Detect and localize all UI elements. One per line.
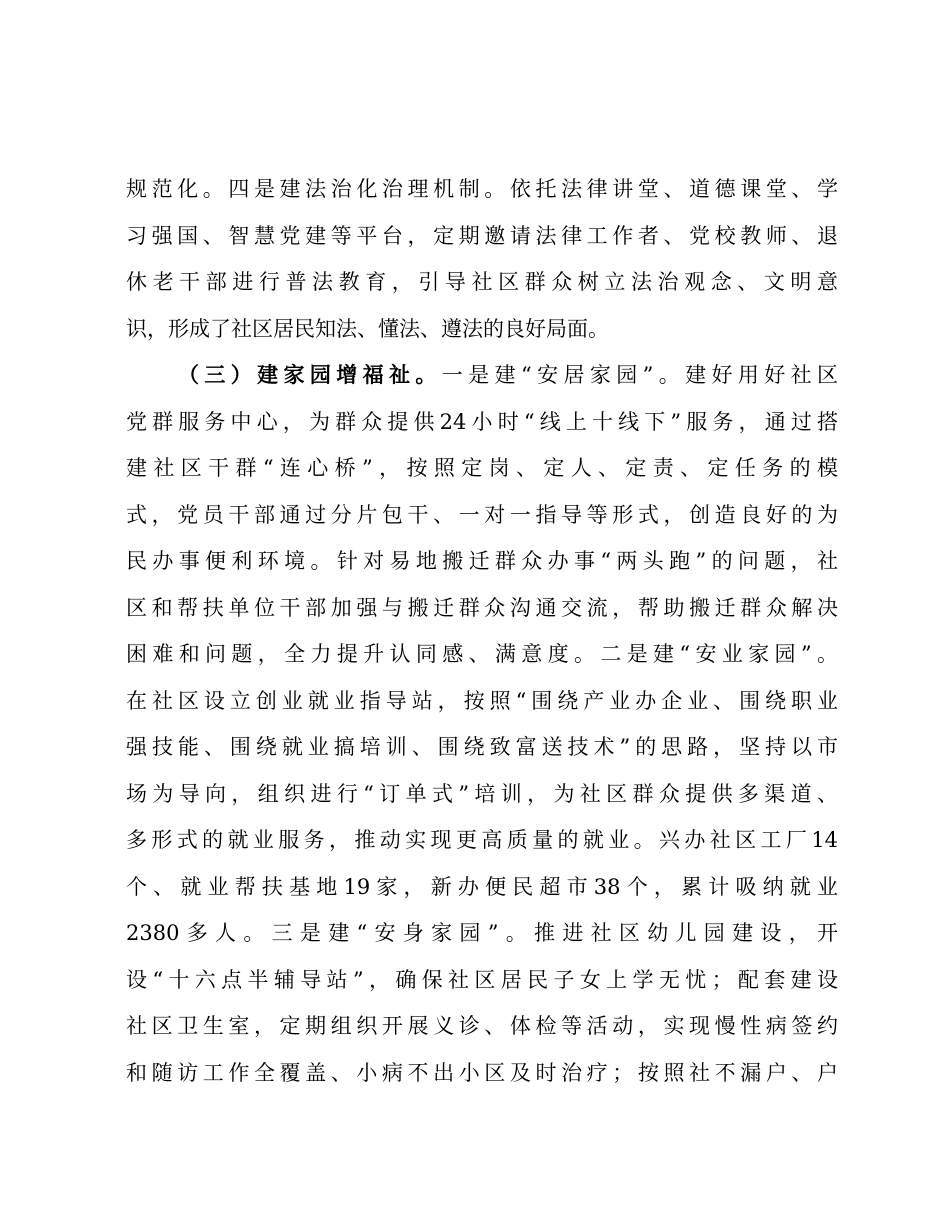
text-line: 建社区干群“连心桥”，按照定岗、定人、定责、定任务的模 <box>126 456 838 480</box>
text-line: 式，党员干部通过分片包干、一对一指导等形式，创造良好的为 <box>126 502 838 527</box>
text-line: 休老干部进行普法教育，引导社区群众树立法治观念、文明意 <box>126 270 838 294</box>
text-line: 和随访工作全覆盖、小病不出小区及时治疗；按照社不漏户、户 <box>126 1060 838 1085</box>
text-line: 强技能、围绕就业搞培训、围绕致富送技术”的思路，坚持以市 <box>126 735 838 759</box>
text-line: 民办事便利环境。针对易地搬迁群众办事“两头跑”的问题，社 <box>126 549 838 573</box>
text-line: 多形式的就业服务，推动实现更高质量的就业。兴办社区工厂14 <box>126 828 838 852</box>
text-line: 习强国、智慧党建等平台，定期邀请法律工作者、党校教师、退 <box>126 223 838 248</box>
text-line: 识，形成了社区居民知法、懂法、遵法的良好局面。 <box>126 316 609 341</box>
section-heading-line: （三）建家园增福祉。一是建“安居家园”。建好用好社区 <box>178 362 838 387</box>
text-line: 党群服务中心，为群众提供24小时“线上十线下”服务，通过搭 <box>126 409 838 434</box>
text-line: 社区卫生室，定期组织开展义诊、体检等活动，实现慢性病签约 <box>126 1014 838 1038</box>
section-heading: （三）建家园增福祉。 <box>178 362 442 387</box>
text-line: 区和帮扶单位干部加强与搬迁群众沟通交流，帮助搬迁群众解决 <box>126 595 838 620</box>
text-line: 设“十六点半辅导站”，确保社区居民子女上学无忧；配套建设 <box>126 967 838 992</box>
text-line: 困难和问题，全力提升认同感、满意度。二是建“安业家园”。 <box>126 642 838 666</box>
text-line: 2380多人。三是建“安身家园”。推进社区幼儿园建设，开 <box>126 921 838 945</box>
text-line: 在社区设立创业就业指导站，按照“围绕产业办企业、围绕职业 <box>126 688 838 713</box>
text-line: 个、就业帮扶基地19家，新办便民超市38个，累计吸纳就业 <box>126 874 838 899</box>
text-line: 场为导向，组织进行“订单式”培训，为社区群众提供多渠道、 <box>126 781 838 806</box>
body-text <box>126 166 838 1096</box>
text-line: 规范化。四是建法治化治理机制。依托法律讲堂、道德课堂、学 <box>126 177 838 201</box>
